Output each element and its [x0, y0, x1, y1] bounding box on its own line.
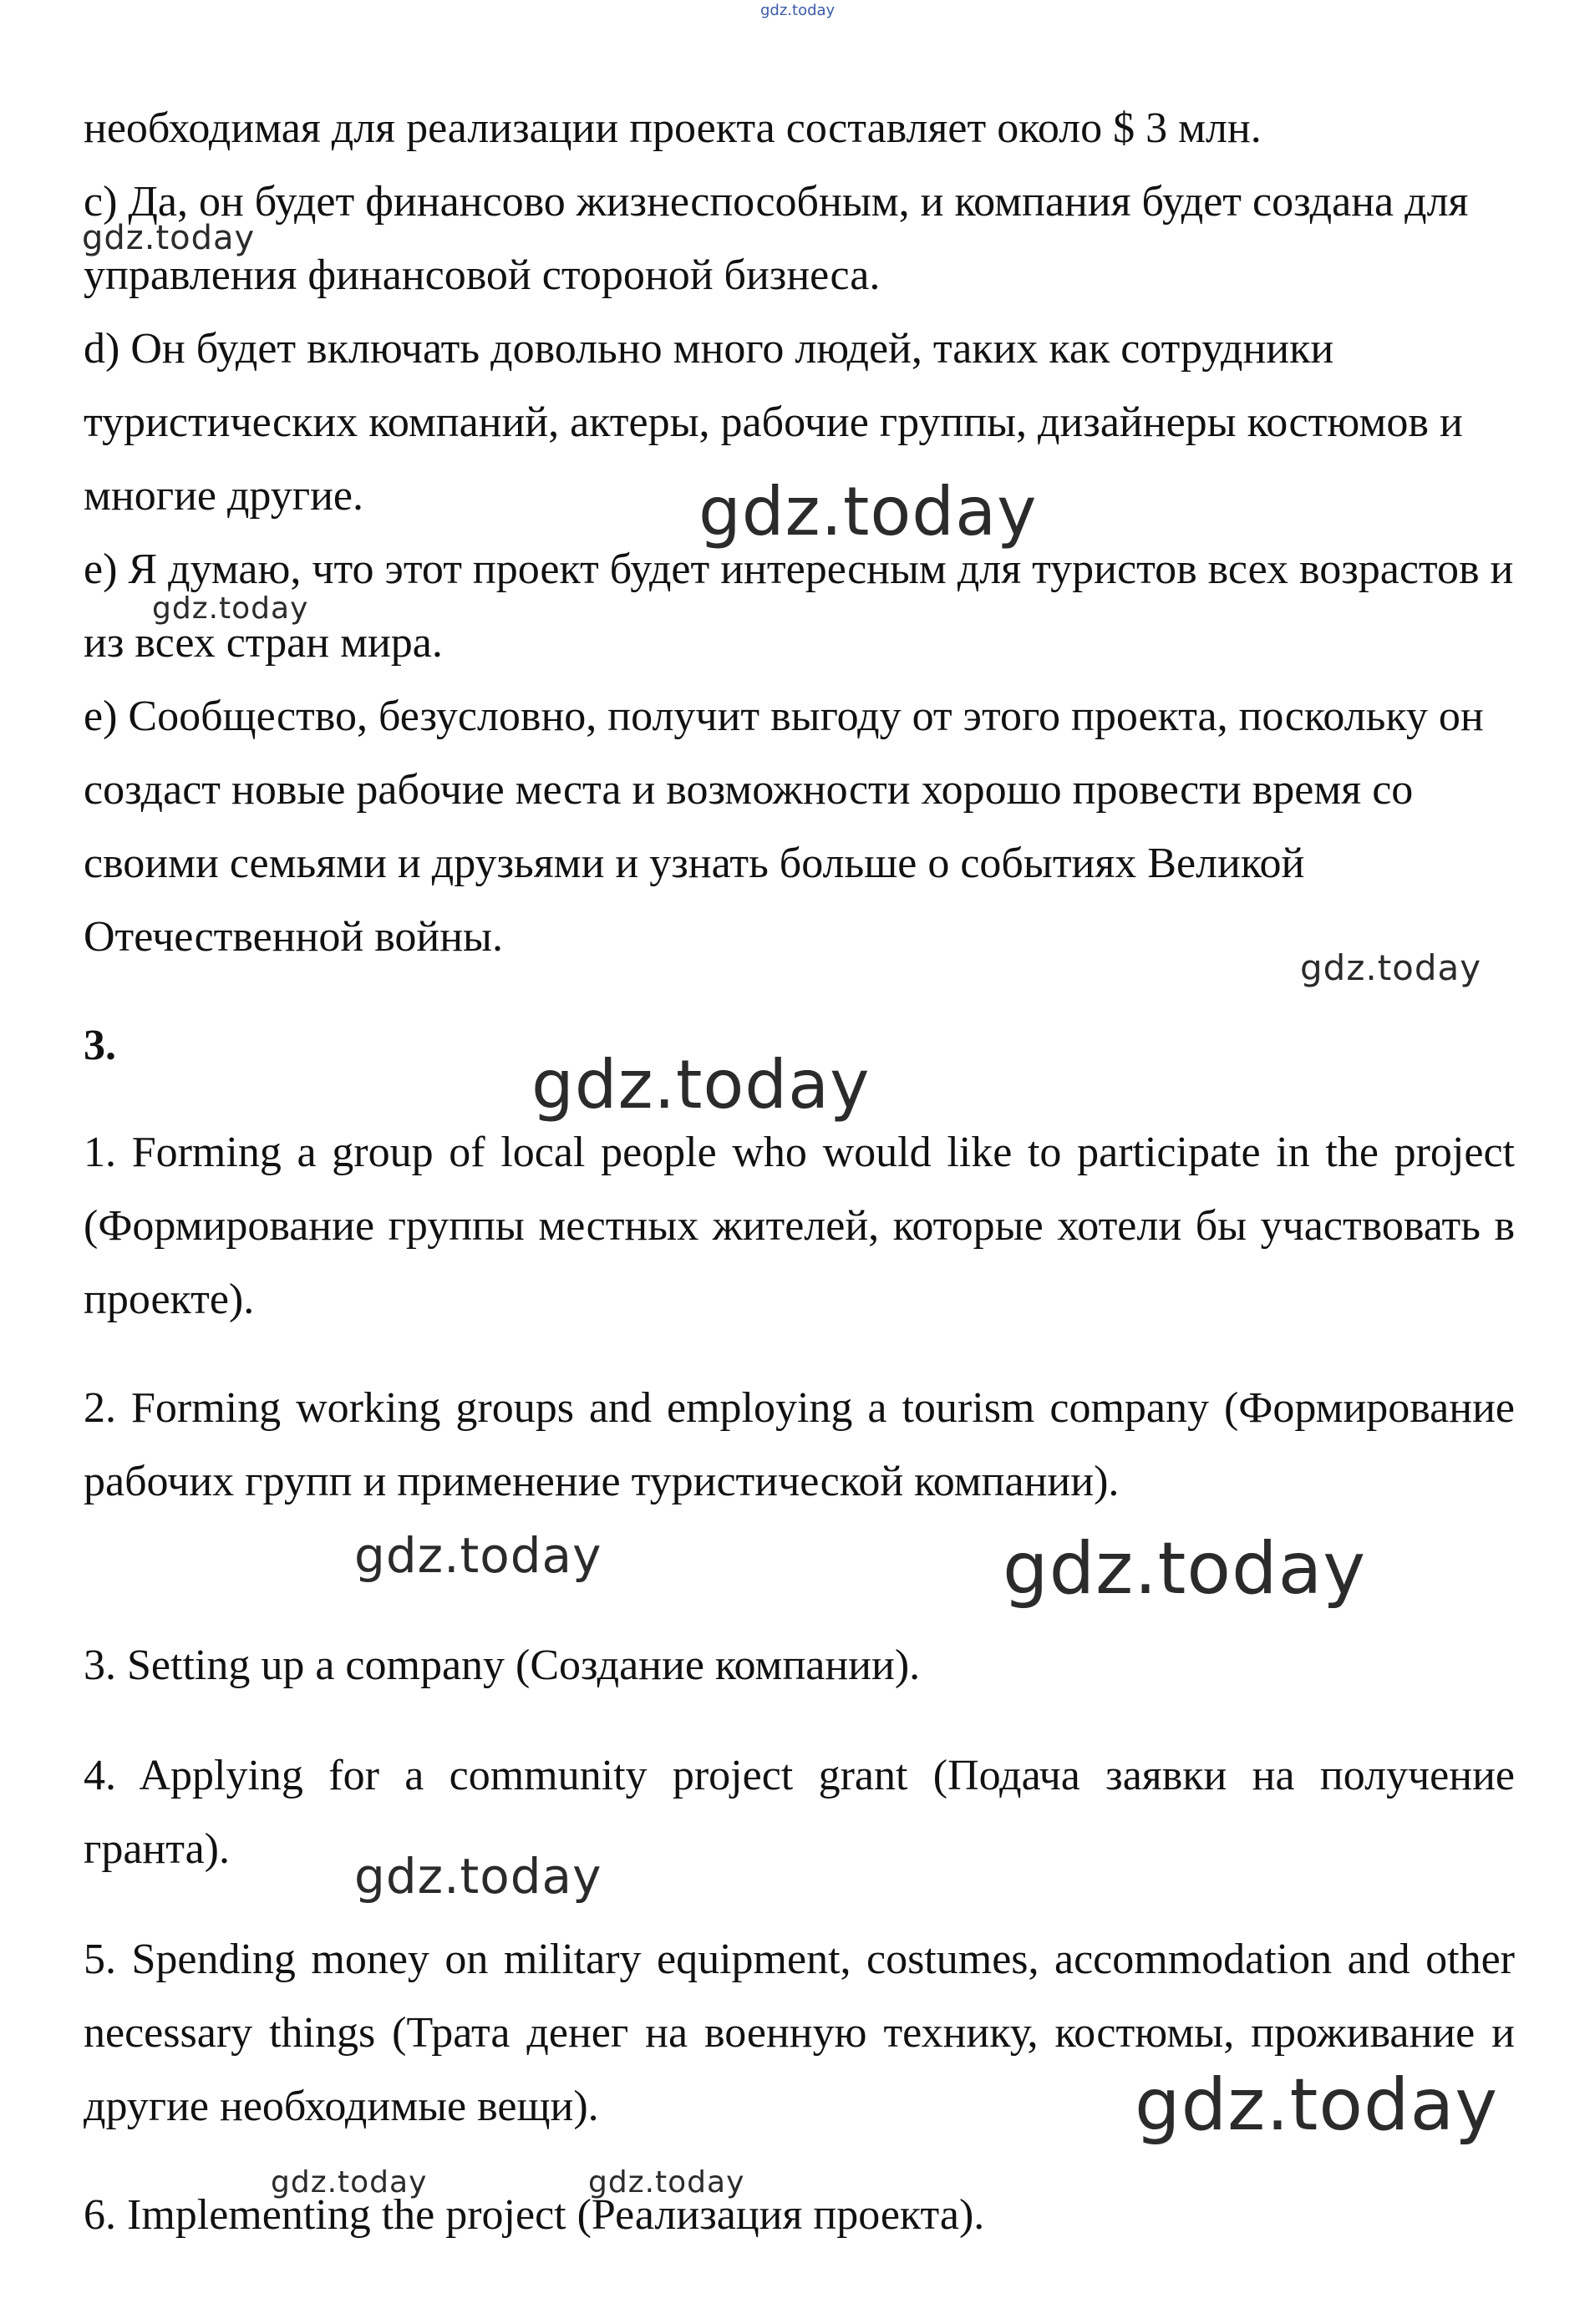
top-watermark: gdz.today [760, 2, 836, 19]
paragraph-cost: необходимая для реализации проекта составляет около $ 3 млн. [84, 104, 1262, 152]
watermark: gdz.today [354, 1527, 602, 1584]
watermark: gdz.today [82, 219, 256, 257]
step-2: 2. Forming working groups and employing a tourism company (Формирование рабочих групп и применение туристической компании). [84, 1384, 1515, 1505]
step-1: 1. Forming a group of local people who would like to participate in the project (Формирование группы местных жителей, которые хотели бы участвовать в проекте). [84, 1129, 1515, 1323]
paragraph-e: e) Я думаю, что этот проект будет интересным для туристов всех возрастов и из всех стран мира. [84, 545, 1514, 667]
paragraph-d: d) Он будет включать довольно много людей, таких как сотрудники туристических компаний, актеры, рабочие группы, дизайнеры костюмов и многие другие. [84, 325, 1463, 520]
watermark: gdz.today [588, 2165, 745, 2200]
watermark: gdz.today [354, 1848, 602, 1905]
step-3: 3. Setting up a company (Создание компании). [84, 1642, 921, 1689]
watermark: gdz.today [271, 2165, 428, 2200]
paragraph-c: c) Да, он будет финансово жизнеспособным, и компания будет создана для управления финансовой стороной бизнеса. [84, 178, 1469, 299]
step-5: 5. Spending money on military equipment, costumes, accommodation and other necessary things (Трата денег на военную технику, костюмы, проживание и другие необходимые вещи). [84, 1936, 1515, 2130]
watermark: gdz.today [531, 1046, 871, 1124]
section-number: 3. [84, 1022, 116, 1069]
watermark: gdz.today [152, 591, 309, 626]
watermark: gdz.today [698, 473, 1038, 551]
paragraph-e2: e) Сообщество, безусловно, получит выгоду от этого проекта, поскольку он создаст новые рабочие места и возможности хорошо провести время со своими семьями и друзьями и узнать больше о событиях Великой Отечественной войны. [84, 693, 1484, 961]
watermark: gdz.today [1135, 2063, 1499, 2147]
watermark: gdz.today [1003, 1527, 1367, 1611]
watermark: gdz.today [1300, 947, 1482, 988]
step-6: 6. Implementing the project (Реализация проекта). [84, 2191, 985, 2239]
step-4: 4. Applying for a community project grant (Подача заявки на получение гранта). [84, 1752, 1515, 1873]
